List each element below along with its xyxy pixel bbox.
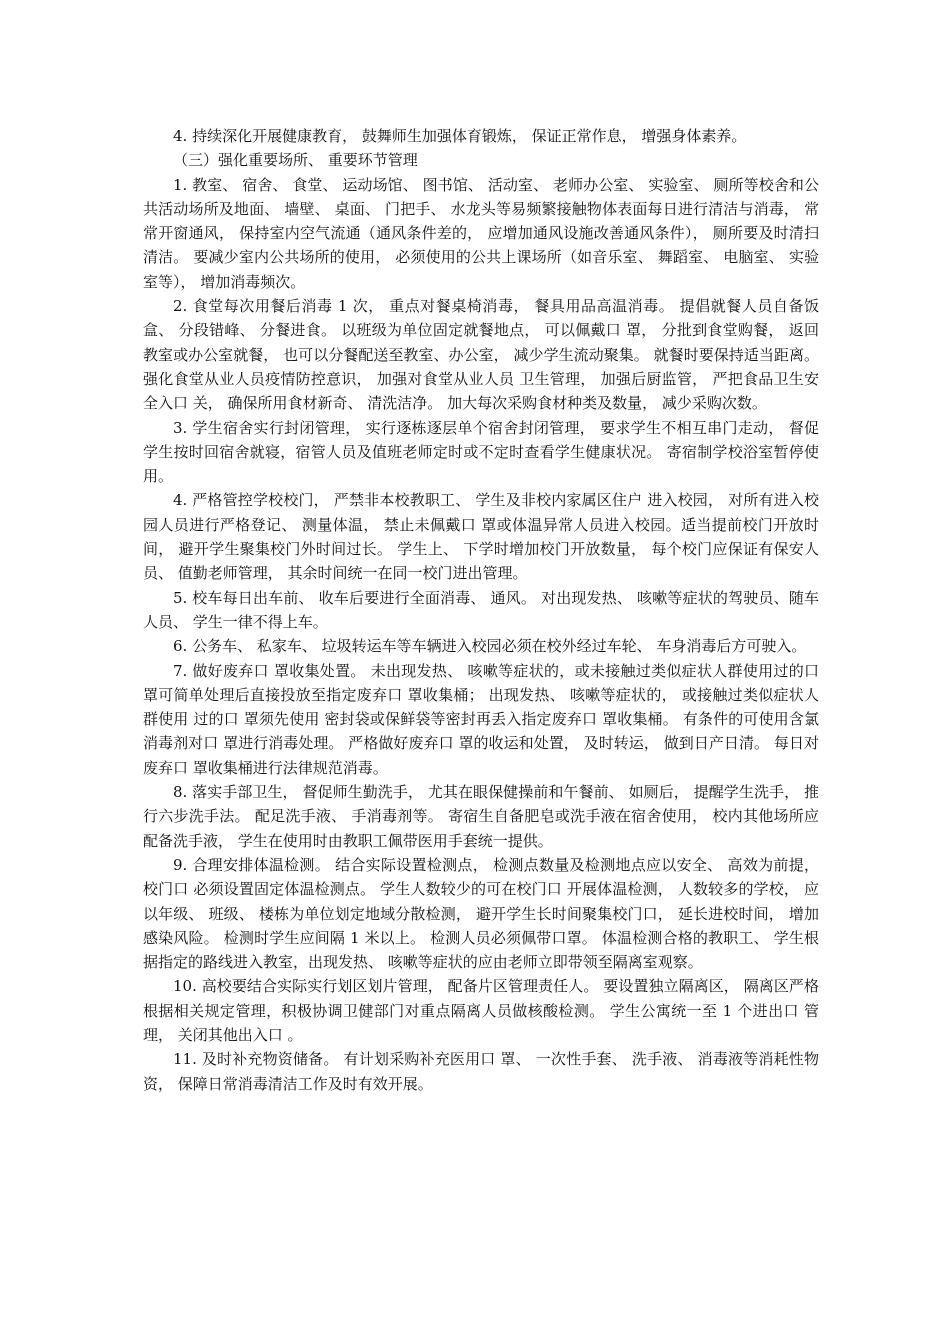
paragraph-item-1-cleaning: 1. 教室、 宿舍、 食堂、 运动场馆、 图书馆、 活动室、 老师办公室、 实验室、 厕所等校舍和公共活动场所及地面、 墙壁、 桌面、 门把手、 水龙头等易频繁接触物体表面每日进行清洁与消毒， 常常开窗通风， 保持室内空气流通（通风条件差的， 应增加通风设施改善通风条件）， 厕所要及时清扫清洁。 要减少室内公共场所的使用， 必须使用的公共上课场所（如音乐室、 舞蹈室、 电脑室、 实验室等）， 增加消毒频次。 xyxy=(143,175,819,291)
paragraph-item-3-dormitory: 3. 学生宿舍实行封闭管理， 实行逐栋逐层单个宿舍封闭管理， 要求学生不相互串门走动， 督促学生按时回宿舍就寝，宿管人员及值班老师定时或不定时查看学生健康状况。 寄宿制学校浴室暂停使用。 xyxy=(143,418,819,486)
section-heading-3: （三）强化重要场所、 重要环节管理 xyxy=(173,151,418,170)
paragraph-item-4-health-education: 4. 持续深化开展健康教育， 鼓舞师生加强体育锻炼， 保证正常作息， 增强身体素养。 xyxy=(173,127,747,145)
paragraph-item-2-canteen: 2. 食堂每次用餐后消毒 1 次， 重点对餐桌椅消毒， 餐具用品高温消毒。 提倡就餐人员自备饭盒、 分段错峰、 分餐进食。 以班级为单位固定就餐地点， 可以佩戴口 罩， 分批到食堂购餐， 返回教室或办公室就餐， 也可以分餐配送至教室、办公室， 减少学生流动聚集。 就餐时要保持适当距离。 强化食堂从业人员疫情防控意识， 加强对食堂从业人员 卫生管理， 加强后厨监管， 严把食品卫生安全入口 关， 确保所用食材新奇、 清洗洁净。 加大每次采购食材种类及数量， 减少采购次数。 xyxy=(143,297,819,413)
paragraph-item-4-school-gate: 4. 严格管控学校校门， 严禁非本校教职工、 学生及非校内家属区住户 进入校园， 对所有进入校园人员进行严格登记、 测量体温， 禁止未佩戴口 罩或体温异常人员进入校园。适当提前校门开放时间， 避开学生聚集校门外时间过长。 学生上、 下学时增加校门开放数量， 每个校门应保证有保安人员、 值勤老师管理， 其余时间统一在同一校门进出管理。 xyxy=(143,491,819,583)
paragraph-item-7-masks: 7. 做好废弃口 罩收集处置。 未出现发热、 咳嗽等症状的，或未接触过类似症状人群使用过的口 罩可简单处理后直接投放至指定废弃口 罩收集桶； 出现发热、 咳嗽等症状的， 或接触过类似症状人群使用 过的口 罩须先使用 密封袋或保鲜袋等密封再丢入指定废弃口 罩收集桶。 有条件的可使用含氯消毒剂对口 罩进行消毒处理。 严格做好废弃口 罩的收运和处置， 及时转运， 做到日产日清。 每日对废弃口 罩收集桶进行法律规范消毒。 xyxy=(143,661,819,777)
paragraph-item-11-supplies: 11. 及时补充物资储备。 有计划采购补充医用口 罩、 一次性手套、 洗手液、 消毒液等消耗性物资， 保障日常消毒清洁工作及时有效开展。 xyxy=(143,1050,819,1093)
document-body xyxy=(143,124,819,1096)
paragraph-item-6-vehicles: 6. 公务车、 私家车、 垃圾转运车等车辆进入校园必须在校外经过车轮、 车身消毒后方可驶入。 xyxy=(173,637,807,656)
paragraph-item-8-hand-hygiene: 8. 落实手部卫生， 督促师生勤洗手， 尤其在眼保健操前和午餐前、 如厕后， 提醒学生洗手， 推行六步洗手法。 配足洗手液、 手消毒剂等。 寄宿生自备肥皂或洗手液在宿舍使用， 校内其他场所应配备洗手液， 学生在使用时由教职工佩带医用手套统一提供。 xyxy=(143,783,819,850)
paragraph-item-9-temperature: 9. 合理安排体温检测。 结合实际设置检测点， 检测点数量及检测地点应以安全、 高效为前提， 校门口 必须设置固定体温检测点。 学生人数较少的可在校门口 开展体温检测， 人数较多的学校， 应以年级、 班级、 楼栋为单位划定地域分散检测， 避开学生长时间聚集校门口， 延长进校时间， 增加感染风险。 检测时学生应间隔 1 米以上。 检测人员必须佩带口罩。 体温检测合格的教职工、 学生根据指定的路线进入教室，出现发热、 咳嗽等症状的应由老师立即带领至隔离室观察。 xyxy=(143,855,819,972)
paragraph-item-5-school-bus: 5. 校车每日出车前、 收车后要进行全面消毒、 通风。 对出现发热、 咳嗽等症状的驾驶员、随车人员、 学生一律不得上车。 xyxy=(143,588,819,631)
paragraph-item-10-universities: 10. 高校要结合实际实行划区划片管理， 配备片区管理责任人。 要设置独立隔离区， 隔离区严格根据相关规定管理，积极协调卫健部门对重点隔离人员做核酸检测。 学生公寓统一至 1 个进出口 管理， 关闭其他出入口 。 xyxy=(143,977,819,1044)
